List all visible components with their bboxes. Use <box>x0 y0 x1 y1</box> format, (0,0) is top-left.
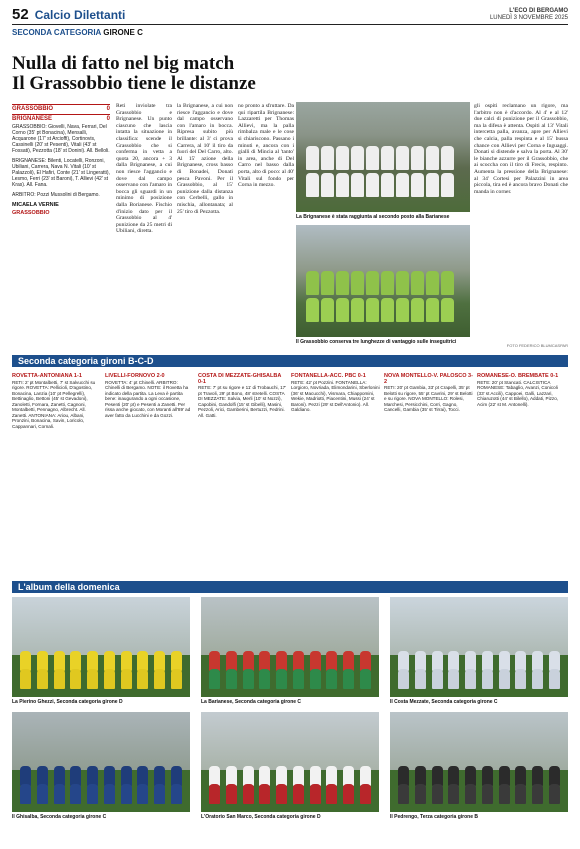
album-caption-4: Il Ghisalba, Seconda categoria girone C <box>12 814 107 820</box>
byline: MICAELA VERNIE <box>12 202 59 208</box>
album-photo-pierino-ghezzi <box>12 597 190 697</box>
album-photo-barianese <box>201 597 379 697</box>
album-caption-3: Il Costa Mezzate, Seconda categoria girone C <box>390 699 498 705</box>
results-column-6 <box>477 372 566 407</box>
article-column-3: no pronto a sfruttare. Da qui ripartila Brignanese: Lazzaretti per Thomas Allievi, ma la palla rimbalza male e le cose si chiariscono. Passano i minuti e, ancora con i gialli di Mincia al 'tanto' in area, anche di Del Carro nel basso dalla porta, alto di poco: al 40' Vitali sul fondo per Corna in mezzo. <box>238 103 294 189</box>
team-score: 0 <box>106 106 110 112</box>
page-number: 52 <box>12 6 29 23</box>
match-title: COSTA DI MEZZATE-GHISALBA 0-1 <box>198 373 282 385</box>
players-group <box>306 271 460 323</box>
team-photo-brignanese <box>296 102 470 212</box>
album-photo-oratorio-san-marco <box>201 712 379 812</box>
match-title: LIVELLI-FORNOVO 2-0 <box>105 373 165 379</box>
match-report: RETI: 2' pt Montalbetti, 7' st Salvucchi su rigore. ROVETTA: Pellicioli, D'agostino, Bonacina, Lanzia (10' pt Pellegrelli), Bettinaglio, Bettoni (45' st Gevadoni), Zanoletti, Fornara, Zanetti, Cagnoni, Montalbetti, Pennagno, Albrecht. All. Zanetti. ANTONIANA: Ariou, Albani, Pronzini, Bonacina, Savin, Loricolo, Cappannari, Cornali. <box>12 379 96 429</box>
category-subheader <box>12 28 143 37</box>
photo-caption-2: Il Grassobbio conserva tre lunghezze di vantaggio sulle inseguitrici <box>296 339 457 345</box>
match-title: ROVETTA-ANTONIANA 1-1 <box>12 373 82 379</box>
headline-line-1: Nulla di fatto nel big match <box>12 53 235 74</box>
photo-credit: FOTO FEDERICO BLUMCASPAR <box>506 343 568 348</box>
article-column-2: la Brignanese, a cui non riesce l'aggancio e dove dal campo osservano con l'amaro in bocca. Ripresa subito più brillante: al 3' ci prova Carrera, al 10' il tiro da fuori del Del Carro, alto. Al 15' azione della Brignanese, cross basso di Bonadei, Donati pesca Pavoni. Per il Grassobbio, al 15' punizione dalla distanza con Cerbelli, gallo in mischia, allontanata; al 25' tiro di Pezzotta. <box>177 103 233 215</box>
headline-line-2: Il Grassobbio tiene le distanze <box>12 73 256 94</box>
article-column-1: Reti inviolate tra Grassobbio e Brignanese. Un punto ciascuno che lascia intatta la situazione in classifica: scende il Grassobbio che si conferma in vetta a quota 20, ancora + 3 dalla Brignanese, a cui non riesce l'aggancio e dove dal campo osservano con l'amaro in bocca gli sguardi in un minimo di posizione dalla Borianese. Fischio d'inizio dato per il Grassobbio al 4' punizione da 25 metri di Ubiliani, diretta. <box>116 103 172 235</box>
team-photo-grassobbio <box>296 225 470 337</box>
results-column-5 <box>384 372 473 413</box>
match-title: NOVA MONTELLO-V. PALOSCO 3-2 <box>384 373 473 385</box>
section-banner-gironi: Seconda categoria gironi B-C-D <box>12 355 568 367</box>
team-name: GRASSOBBIO <box>12 106 54 112</box>
category-label: SECONDA CATEGORIA <box>12 28 102 37</box>
album-caption-6: Il Pedrengo, Terza categoria girone B <box>390 814 478 820</box>
album-photo-costa-mezzate <box>390 597 568 697</box>
team-row-away <box>12 114 110 122</box>
lineup-away: BRIGNANESE: Bilenti, Locatelli, Ronzoni, Ubiliani, Carrera, Nava N. Vitali (10' st Palazzoli), El Hafiri, Conte (21' st Lingeratti), Lesmo, Ferri (23' st Baroni), T. Allievi (42' st Kras). All. Fana. <box>12 158 110 188</box>
match-title: ROMANESE-O. BREMBATE 0-1 <box>477 373 559 379</box>
publication-name: L'ECO DI BERGAMO <box>509 8 568 14</box>
album-caption-1: La Pierino Ghezzi, Seconda categoria girone D <box>12 699 123 705</box>
section-banner-album: L'album della domenica <box>12 581 568 593</box>
lineup-home: GRASSOBBIO: Giovelli, Nava, Ferrari, Del Corno (35' pt Bonacina), Mensalli, Acquarone (17' st Arcioffi), Cortinovis, Cassinelli (20' st Pesenti), Vitali (43' st Fossati), Pezzotta (18' st Donini). All. Belloli. <box>12 124 110 154</box>
referee-info: ARBITRO: Pozzi Mussolini di Bergamo. <box>12 192 100 198</box>
results-column-1 <box>12 372 101 429</box>
group-label: GIRONE C <box>103 28 143 37</box>
dateline: GRASSOBBIO <box>12 210 50 216</box>
results-column-3 <box>198 372 287 418</box>
album-caption-2: La Barianese, Seconda categoria girone C <box>201 699 302 705</box>
team-score: 0 <box>106 116 110 122</box>
match-report: RETE: 42' pt Pozzini. FONTANELLA: Lorgioro, Novriada, Elimondarini, Sberlonini (36' st Macucchi), Vismara, Chiappomini, Wekie, Madriotti, Piacentini, Mussi (24' st Baroni). Pezzi (29' st Dell'Antonio). All. Galdiano. <box>291 379 380 412</box>
album-photo-ghisalba <box>12 712 190 812</box>
publication-date: LUNEDÌ 3 NOVEMBRE 2025 <box>489 15 568 21</box>
match-report: RETE: 7' pt su rigore e 11' di Trobauchi, 17' pt Travoli, 29' pt Bono, 48' stretelli. COSTA DI MEZZATE: Salvia, Merli (10' st Nozzi), Capobini, Gandolfi (15' st Gibelli), Masini, Pezzoli, Arici, Gamberini, Bertuzzi, Fedrini. All. Gatti. <box>198 385 287 418</box>
article-column-4: gli ospiti reclamano un rigore, ma l'arbitro non è d'accordo. Al 4' e al 12' due calci di punizione per il Grassobbio, ma la difesa è attenta. Ospiti al 13' Vitali intercetta palla, avanza, apre per Allievi che calcia, palla respinta e al 15' bussa chance con Allievi per Corna e Inguaggi. Donati si distende e salva la porta. Al 30' le bianche azzurre per il Grassobbio, che ai scoccha con il tiro di Frecis, respinto. Aumenta la pressione della Brignanese: al 34' Cortesi per Palazzini in area piccola, tira ed è ancora bravo Donati che manda in corner. <box>474 103 568 195</box>
article-headline <box>12 54 292 94</box>
page-header <box>12 6 568 25</box>
album-photo-pedrengo <box>390 712 568 812</box>
photo-caption-1: La Brignanese è stata raggiunta al secondo posto alla Barianese <box>296 214 450 220</box>
score-box <box>12 102 110 216</box>
match-report: RETI: 20' pt Gambia, 33' pt Crapelli, 35' pt Belotti su rigore, 55' pt Cavrini, 29' st Belotti e su rigore. NOVA MONTELLO: Rolesi, Marchesi, Persicchini, Corri, Gagno, Cancelli, Gambia (35' st Tirrai), Tocci. <box>384 385 473 412</box>
results-column-2 <box>105 372 194 418</box>
team-name: BRIGNANESE <box>12 116 53 122</box>
players-group <box>306 146 460 198</box>
match-report: ROVETTA: 4' pt Chinelli. ARBITRO: Chinelli di Bergamo. NOTE: il Rovetta ha indicato della partita. La Leva è partita bene: inaugurando a ogni occasione, Pesenti (20' pt) e Pesenti a Zanetti. Per rissa anche giocato, con Moranti all'89' ad aver fatto da Lucchini e da Gozzi. <box>105 379 191 418</box>
album-caption-5: L'Oratorio San Marco, Seconda categoria girone D <box>201 814 321 820</box>
match-title: FONTANELLA-ACC. PBC 0-1 <box>291 373 366 379</box>
match-report: RETE: 20' pt Stancati. CALCISTICA ROMANESE: Tabaglio, Avanzi, Conicoli (33' st Accili), Cappoei, Galli, Lazzari, Chiaruzotti (44' st Bilello), Addati, Pizzo, Acim (22' st M. Antonelli). <box>477 379 559 407</box>
results-column-4 <box>291 372 380 413</box>
publication-info <box>490 8 568 24</box>
team-row-home <box>12 104 110 112</box>
section-title: Calcio Dilettanti <box>34 8 126 22</box>
